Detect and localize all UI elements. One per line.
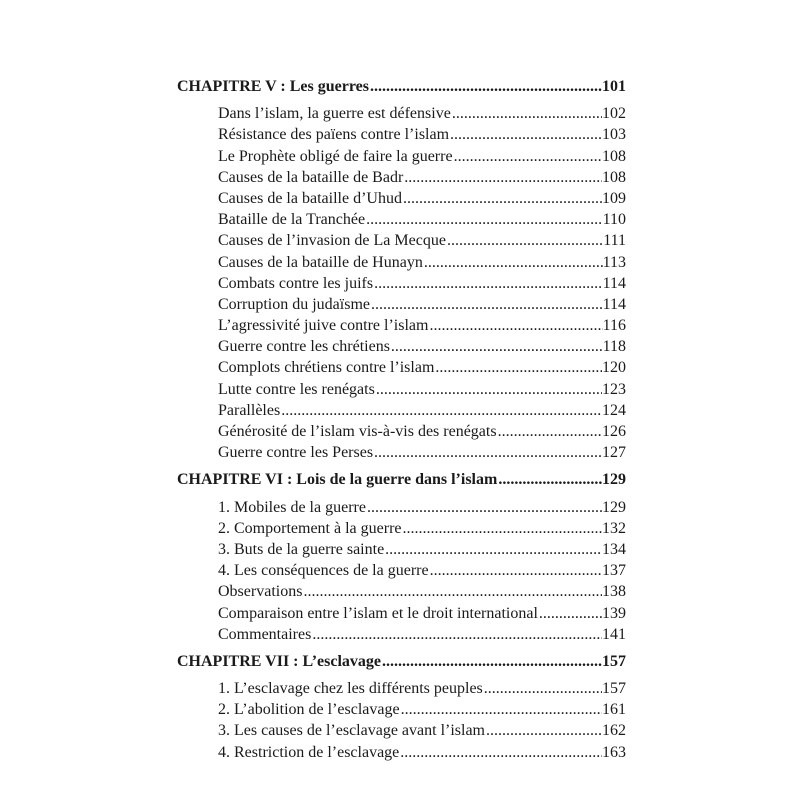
dot-leader xyxy=(404,167,602,188)
dot-leader xyxy=(435,357,602,378)
toc-entry-title: Observations xyxy=(218,583,303,601)
toc-entry-title: Bataille de la Tranchée xyxy=(218,211,366,229)
toc-page-number: 126 xyxy=(602,423,626,440)
dot-leader xyxy=(403,518,603,539)
toc-entry-title: Guerre contre les Perses xyxy=(218,444,374,462)
toc-page-number: 113 xyxy=(602,253,626,271)
toc-entry-row xyxy=(177,581,626,602)
toc-entry-row xyxy=(177,560,626,581)
dot-leader xyxy=(454,146,602,167)
toc-entry-row xyxy=(177,400,626,421)
toc-entry-row xyxy=(177,124,626,145)
dot-leader xyxy=(447,230,603,251)
dot-leader xyxy=(498,469,602,490)
toc-entry-title: 2. Comportement à la guerre xyxy=(218,519,402,537)
toc-entry-row xyxy=(177,252,626,273)
toc-entry-title: Commentaires xyxy=(218,625,312,643)
toc-entry-row xyxy=(177,442,626,463)
toc-chapter-row xyxy=(177,651,626,672)
toc-page-number: 161 xyxy=(602,701,626,719)
dot-leader xyxy=(539,603,602,624)
toc-chapter-title: CHAPITRE VI : Lois de la guerre dans l’islam xyxy=(177,471,498,489)
dot-leader xyxy=(484,678,602,699)
toc-entry-row xyxy=(177,167,626,188)
dot-leader xyxy=(452,103,602,124)
dot-leader xyxy=(376,379,602,400)
toc-entry-title: Causes de la bataille de Badr xyxy=(218,168,404,186)
toc-page-number: 102 xyxy=(602,105,626,123)
toc-entry-row xyxy=(177,699,626,720)
dot-leader xyxy=(374,442,602,463)
toc-chapter-title: CHAPITRE V : Les guerres xyxy=(177,78,369,95)
toc-entry-row xyxy=(177,315,626,336)
toc-entry-title: 1. L’esclavage chez les différents peuples xyxy=(218,680,483,698)
toc-page-number: 116 xyxy=(602,317,626,335)
toc-entry-title: Parallèles xyxy=(218,401,281,419)
dot-leader xyxy=(374,273,603,294)
toc-entry-row xyxy=(177,146,626,167)
toc-page-number: 114 xyxy=(602,274,626,292)
dot-leader xyxy=(385,539,602,560)
toc-entry-row xyxy=(177,357,626,378)
toc-entry-row xyxy=(177,294,626,315)
toc-page-number: 120 xyxy=(602,359,626,377)
toc-entry-title: Combats contre les juifs xyxy=(218,274,374,292)
toc-entry-title: Dans l’islam, la guerre est défensive xyxy=(218,105,451,123)
toc-page-number: 108 xyxy=(602,168,626,186)
toc-page-number: 110 xyxy=(602,211,626,229)
dot-leader xyxy=(382,651,602,672)
toc-page-number: 162 xyxy=(602,722,626,740)
dot-leader xyxy=(281,400,602,421)
toc-page-number: 141 xyxy=(602,625,626,643)
toc-page-number: 134 xyxy=(602,540,626,558)
dot-leader xyxy=(391,336,603,357)
dot-leader xyxy=(400,742,602,763)
toc-entry-title: Corruption du judaïsme xyxy=(218,295,370,313)
toc-entry-row xyxy=(177,624,626,645)
toc-page-number: 101 xyxy=(602,78,626,95)
toc-page-number: 123 xyxy=(602,380,626,398)
toc-entry-title: 3. Buts de la guerre sainte xyxy=(218,540,385,558)
toc-entry-row xyxy=(177,421,626,442)
toc-page-number: 138 xyxy=(602,583,626,601)
dot-leader xyxy=(303,581,602,602)
toc-page-number: 118 xyxy=(602,338,626,356)
toc-page-number: 132 xyxy=(602,519,626,537)
toc-entry-row xyxy=(177,603,626,624)
toc-page-number: 157 xyxy=(602,652,626,670)
toc-chapter-row xyxy=(177,469,626,490)
toc-entry-title: 1. Mobiles de la guerre xyxy=(218,498,366,516)
toc-chapter-title: CHAPITRE VII : L’esclavage xyxy=(177,652,382,670)
dot-leader xyxy=(401,699,602,720)
toc-entry-title: Causes de la bataille de Hunayn xyxy=(218,253,423,271)
dot-leader xyxy=(429,315,602,336)
toc-entry-row xyxy=(177,103,626,124)
toc-page-number: 103 xyxy=(602,126,626,144)
toc-page-number: 163 xyxy=(602,743,626,761)
table-of-contents xyxy=(177,76,626,763)
toc-entry-title: Lutte contre les renégats xyxy=(218,380,375,398)
toc-page-number: 111 xyxy=(603,232,626,250)
dot-leader xyxy=(450,124,602,145)
toc-entry-title: Résistance des païens contre l’islam xyxy=(218,126,450,144)
toc-entry-row xyxy=(177,539,626,560)
dot-leader xyxy=(370,76,602,97)
toc-entry-title: Guerre contre les chrétiens xyxy=(218,338,390,356)
toc-entry-row xyxy=(177,188,626,209)
toc-entry-title: Complots chrétiens contre l’islam xyxy=(218,359,435,377)
toc-entry-title: 4. Les conséquences de la guerre xyxy=(218,562,429,580)
toc-page-number: 157 xyxy=(602,680,626,698)
toc-entry-row xyxy=(177,230,626,251)
toc-page-number: 129 xyxy=(602,471,626,489)
toc-entry-row xyxy=(177,379,626,400)
toc-entry-row xyxy=(177,497,626,518)
toc-page-number: 124 xyxy=(602,401,626,419)
dot-leader xyxy=(312,624,602,645)
toc-page-number: 139 xyxy=(602,604,626,622)
toc-entry-title: L’agressivité juive contre l’islam xyxy=(218,317,429,335)
toc-entry-title: 4. Restriction de l’esclavage xyxy=(218,743,400,761)
dot-leader xyxy=(424,252,603,273)
toc-page-number: 108 xyxy=(602,147,626,165)
dot-leader xyxy=(498,421,602,442)
toc-page-number: 127 xyxy=(602,444,626,462)
toc-page-number: 129 xyxy=(602,498,626,516)
toc-entry-title: 2. L’abolition de l’esclavage xyxy=(218,701,400,719)
dot-leader xyxy=(371,294,603,315)
toc-entry-title: Générosité de l’islam vis-à-vis des renégats xyxy=(218,423,497,440)
toc-chapter-row xyxy=(177,76,626,97)
dot-leader xyxy=(430,560,602,581)
toc-entry-row xyxy=(177,720,626,741)
toc-page-number: 114 xyxy=(602,295,626,313)
toc-page-number: 109 xyxy=(602,189,626,207)
toc-entry-title: Causes de l’invasion de La Mecque xyxy=(218,232,446,250)
toc-entry-row xyxy=(177,742,626,763)
toc-entry-title: Comparaison entre l’islam et le droit international xyxy=(218,604,538,622)
dot-leader xyxy=(367,497,602,518)
toc-entry-row xyxy=(177,678,626,699)
dot-leader xyxy=(403,188,602,209)
toc-entry-row xyxy=(177,209,626,230)
toc-entry-title: Causes de la bataille d’Uhud xyxy=(218,189,402,207)
toc-entry-title: 3. Les causes de l’esclavage avant l’islam xyxy=(218,722,485,740)
toc-entry-row xyxy=(177,336,626,357)
toc-entry-row xyxy=(177,273,626,294)
toc-page-number: 137 xyxy=(602,562,626,580)
dot-leader xyxy=(366,209,603,230)
dot-leader xyxy=(486,720,602,741)
toc-entry-row xyxy=(177,518,626,539)
toc-entry-title: Le Prophète obligé de faire la guerre xyxy=(218,147,453,165)
